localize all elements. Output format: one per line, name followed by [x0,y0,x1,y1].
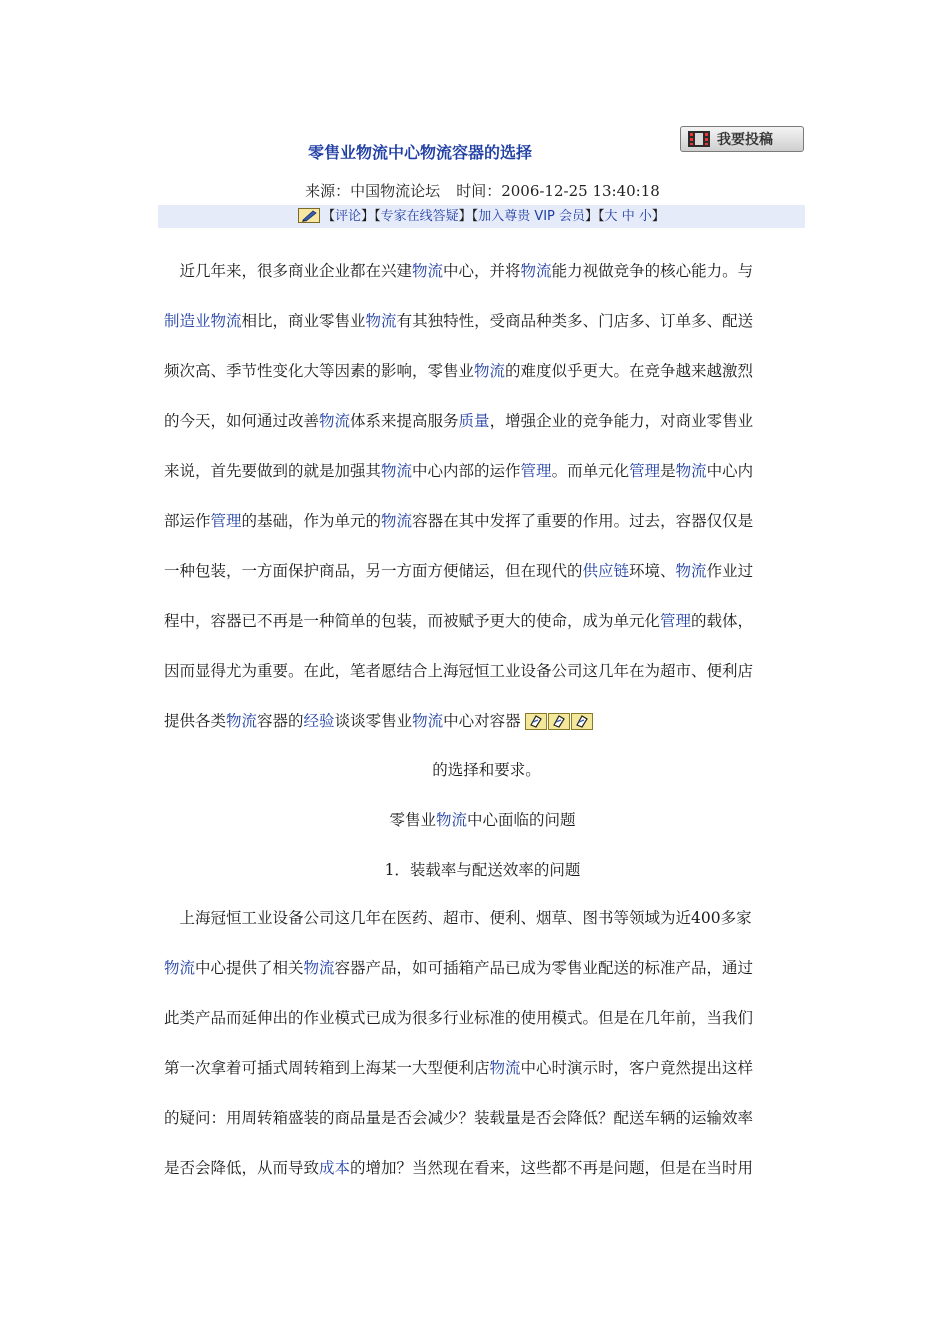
keyword-link[interactable]: 物流 [303,959,335,977]
body-text: 上海冠恒工业设备公司这几年在医药、超市、便利、烟草、图书等领域为近400多家 [164,909,752,927]
text-line [164,259,804,281]
keyword-link[interactable]: 物流 [319,412,351,430]
body-text: 容器产品，如可插箱产品已成为零售业配送的标准产品，通过 [334,959,754,977]
body-text: 相比，商业零售业 [241,312,366,330]
keyword-link[interactable]: 物流 [489,1059,521,1077]
vip-join-link[interactable]: 加入尊贵 VIP 会员 [478,209,586,224]
keyword-link[interactable]: 物流 [164,959,196,977]
body-text: 中心面临的问题 [467,811,576,829]
keyword-link[interactable]: 质量 [458,412,490,430]
body-text: 环境、 [629,562,676,580]
keyword-link[interactable]: 物流 [474,362,506,380]
body-text: 频次高、季节性变化大等因素的影响，零售业 [164,362,475,380]
text-line [164,659,804,681]
body-text: 近几年来，很多商业企业都在兴建 [164,262,413,280]
emoticon-group [525,713,594,734]
body-text: 谈谈零售业 [334,712,413,730]
body-text: 提供各类 [164,712,227,730]
text-line [164,1056,804,1078]
text-line [164,956,804,978]
body-text: 作业过 [706,562,754,580]
keyword-link[interactable]: 物流 [381,512,413,530]
body-text: 能力视做竞争的核心能力。与 [551,262,754,280]
keyword-link[interactable]: 成本 [319,1159,351,1177]
font-size-large-link[interactable]: 大 [604,209,618,224]
keyword-link[interactable]: 物流 [412,262,444,280]
text-line [164,609,804,631]
keyword-link[interactable]: 物流 [435,811,467,829]
keyword-link[interactable]: 物流 [365,312,397,330]
body-text: 程中，容器已不再是一种简单的包装，而被赋予更大的使命，成为单元化 [164,612,661,630]
body-text: 部运作 [164,512,211,530]
film-reel-icon [687,130,711,148]
body-text: 因而显得尤为重要。在此，笔者愿结合上海冠恒工业设备公司这几年在为超市、便利店 [164,662,754,680]
keyword-link[interactable]: 制造业 [164,312,211,330]
keyword-link[interactable]: 管理 [520,462,552,480]
body-text: 第一次拿着可插式周转箱到上海某一大型便利店 [164,1059,490,1077]
body-text: ，增强企业的竞争能力，对商业零售业 [489,412,754,430]
paragraph-intro-end: 的选择和要求。 [432,761,541,779]
pen-icon [298,208,320,223]
body-text: 中心内 [706,462,754,480]
body-text: 是 [660,462,676,480]
body-text: 有其独特性，受商品种类多、门店多、订单多、配送 [396,312,754,330]
text-line [164,459,804,481]
keyword-link[interactable]: 物流 [675,562,707,580]
keyword-link[interactable]: 物流 [675,462,707,480]
body-text: 来说，首先要做到的就是加强其 [164,462,382,480]
keyword-link[interactable]: 物流 [412,712,444,730]
body-text: 的基础，作为单元的 [241,512,382,530]
emoticon-icon [525,713,547,730]
body-text: 的载体， [691,612,754,630]
body-text: 此类产品而延伸出的作业模式已成为很多行业标准的使用模式。但是在几年前，当我们 [164,1009,754,1027]
source-text: 来源：中国物流论坛 [305,182,441,200]
body-text: 中心时演示时，客户竟然提出这样 [520,1059,754,1077]
text-line [164,409,804,431]
body-text: 的今天，如何通过改善 [164,412,320,430]
keyword-link[interactable]: 管理 [629,462,661,480]
font-size-medium-link[interactable]: 中 [621,209,635,224]
body-text: 中心提供了相关 [195,959,304,977]
keyword-link[interactable]: 经验 [303,712,335,730]
text-line [164,906,804,928]
body-text: 是否会降低，从而导致 [164,1159,320,1177]
body-text: 的增加？当然现在看来，这些都不再是问题，但是在当时用 [350,1159,754,1177]
body-text: 中心，并将 [443,262,521,280]
body-text: 容器在其中发挥了重要的作用。过去，容器仅仅是 [412,512,754,530]
body-text: 一种包装，一方面保护商品，另一方面方便储运，但在现代的 [164,562,583,580]
emoticon-icon [548,713,570,730]
text-line [164,1006,804,1028]
body-text: 中心内部的运作 [412,462,521,480]
comment-link[interactable]: 评论 [335,209,362,224]
text-line [164,709,804,734]
keyword-link[interactable]: 供应链 [582,562,630,580]
font-size-small-link[interactable]: 小 [638,209,652,224]
keyword-link[interactable]: 管理 [210,512,242,530]
article-meta [160,180,805,201]
body-text: 容器的 [257,712,304,730]
article-title: 零售业物流中心物流容器的选择 [308,143,533,162]
keyword-link[interactable]: 物流 [381,462,413,480]
text-line [164,559,804,581]
keyword-link[interactable]: 物流 [210,312,242,330]
text-line [164,359,804,381]
text-line [164,309,804,331]
keyword-link[interactable]: 管理 [660,612,692,630]
body-text: 的难度似乎更大。在竞争越来越激烈 [505,362,754,380]
keyword-link[interactable]: 物流 [226,712,258,730]
section-heading [160,808,805,830]
article-tools-bar: 【评论】【专家在线答疑】【加入尊贵 VIP 会员】【大 中 小】 [158,205,805,228]
timestamp-text: 时间：2006-12-25 13:40:18 [456,182,660,200]
subsection-heading: 1．装载率与配送效率的问题 [384,861,581,879]
submit-article-button[interactable] [680,126,804,152]
text-line [164,1106,804,1128]
submit-button-label: 我要投稿 [717,132,773,148]
body-text: 中心对容器 [443,712,521,730]
emoticon-icon [571,713,593,730]
body-text: 零售业 [389,811,436,829]
body-text: 。而单元化 [551,462,630,480]
expert-qa-link[interactable]: 专家在线答疑 [380,209,459,224]
keyword-link[interactable]: 物流 [520,262,552,280]
text-line [164,509,804,531]
text-line [164,1156,804,1178]
body-text: 体系来提高服务 [350,412,459,430]
body-text: 的疑问：用周转箱盛装的商品量是否会减少？装载量是否会降低？配送车辆的运输效率 [164,1109,754,1127]
